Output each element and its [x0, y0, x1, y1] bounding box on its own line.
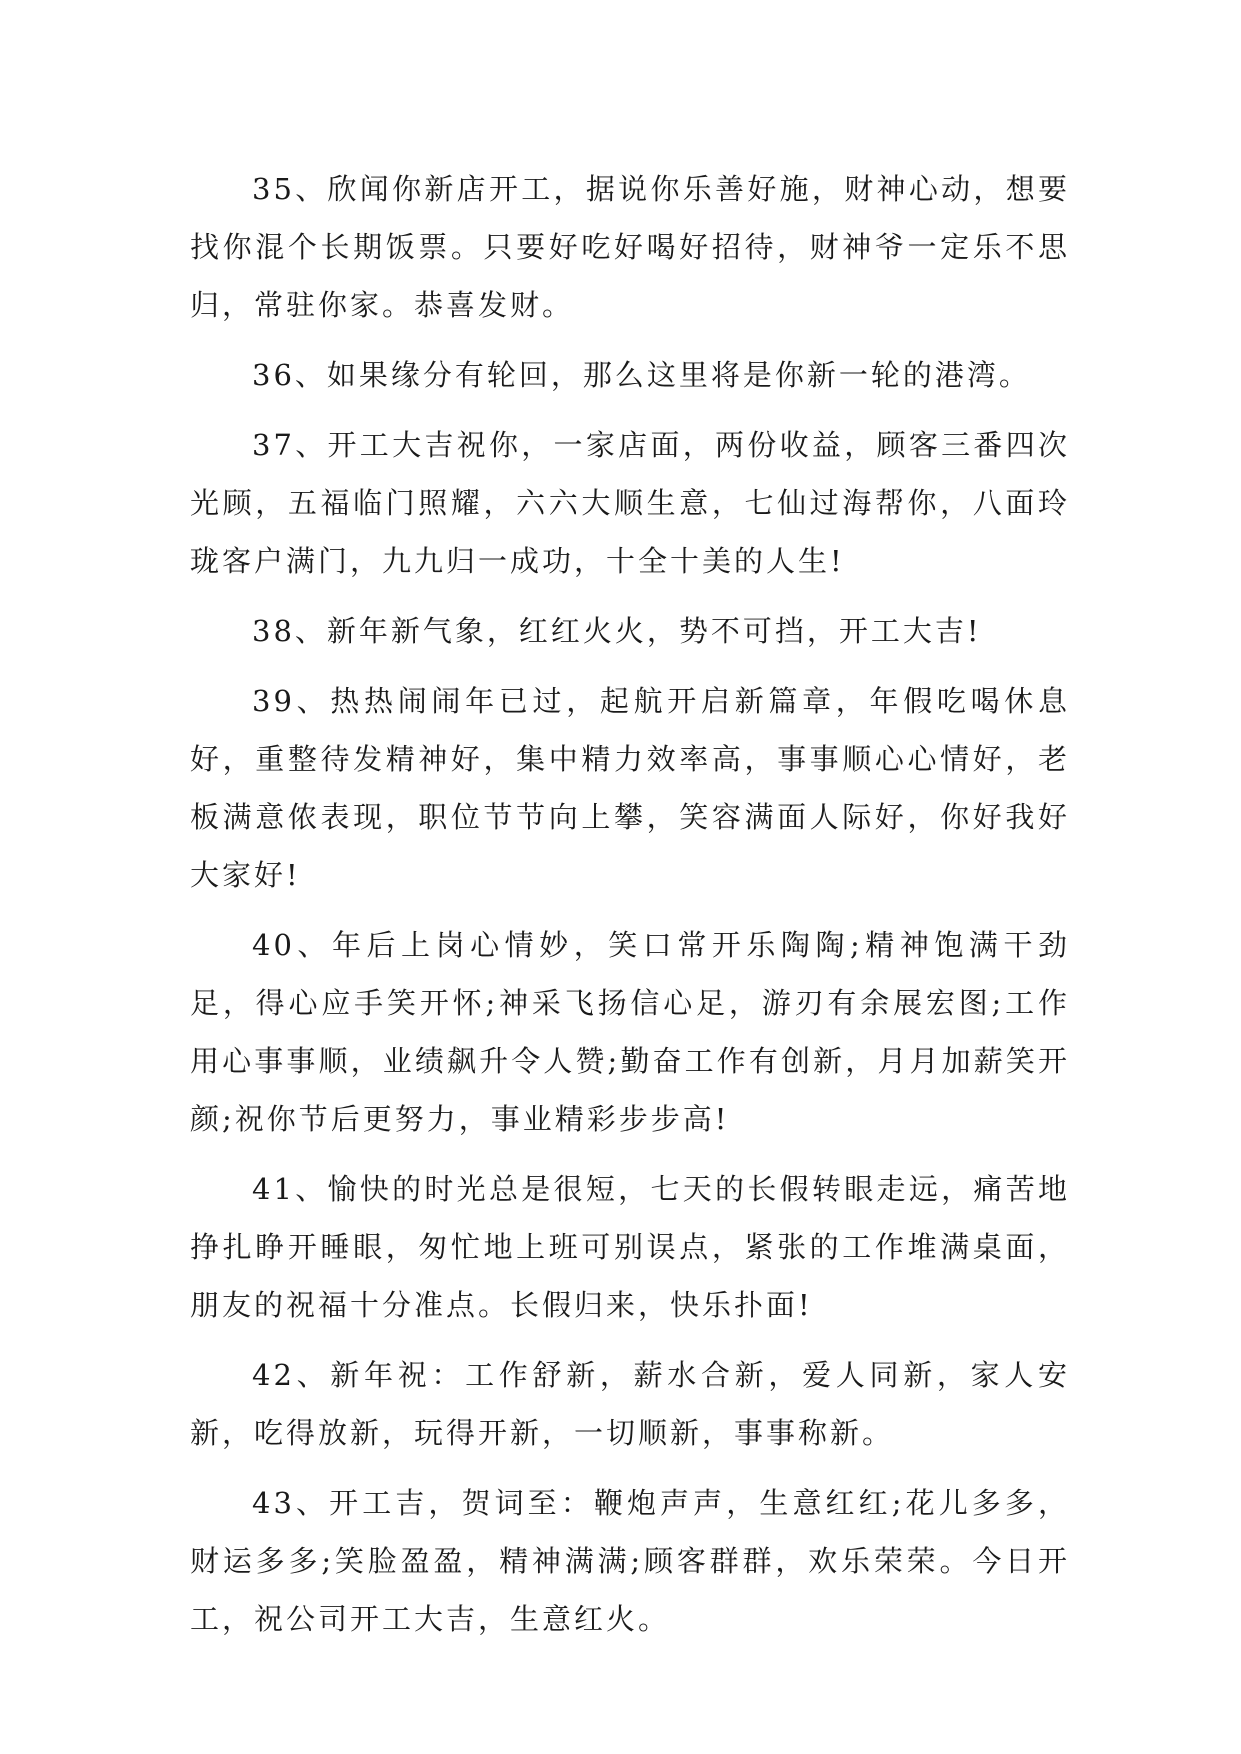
- paragraph-40: 40、年后上岗心情妙，笑口常开乐陶陶;精神饱满干劲足，得心应手笑开怀;神采飞扬信心足，游刃有余展宏图;工作用心事事顺，业绩飙升令人赞;勤奋工作有创新，月月加薪笑开颜;祝你节后更努力，事业精彩步步高!: [190, 928, 1070, 1136]
- document-body: [190, 160, 1070, 1660]
- paragraph-39: 39、热热闹闹年已过，起航开启新篇章，年假吃喝休息好，重整待发精神好，集中精力效率高，事事顺心心情好，老板满意侬表现，职位节节向上攀，笑容满面人际好，你好我好大家好!: [190, 684, 1070, 892]
- paragraph-36: 36、如果缘分有轮回，那么这里将是你新一轮的港湾。: [252, 358, 1031, 392]
- paragraph-42: 42、新年祝：工作舒新，薪水合新，爱人同新，家人安新，吃得放新，玩得开新，一切顺新，事事称新。: [190, 1358, 1070, 1450]
- paragraph-37: 37、开工大吉祝你，一家店面，两份收益，顾客三番四次光顾，五福临门照耀，六六大顺生意，七仙过海帮你，八面玲珑客户满门，九九归一成功，十全十美的人生!: [190, 428, 1070, 578]
- paragraph-38: 38、新年新气象，红红火火，势不可挡，开工大吉!: [252, 614, 982, 648]
- paragraph-35: 35、欣闻你新店开工，据说你乐善好施，财神心动，想要找你混个长期饭票。只要好吃好喝好招待，财神爷一定乐不思归，常驻你家。恭喜发财。: [190, 172, 1070, 322]
- paragraph-43: 43、开工吉，贺词至：鞭炮声声，生意红红;花儿多多，财运多多;笑脸盈盈，精神满满;顾客群群，欢乐荣荣。今日开工，祝公司开工大吉，生意红火。: [190, 1486, 1070, 1636]
- paragraph-41: 41、愉快的时光总是很短，七天的长假转眼走远，痛苦地挣扎睁开睡眼，匆忙地上班可别误点，紧张的工作堆满桌面，朋友的祝福十分准点。长假归来，快乐扑面!: [190, 1172, 1070, 1322]
